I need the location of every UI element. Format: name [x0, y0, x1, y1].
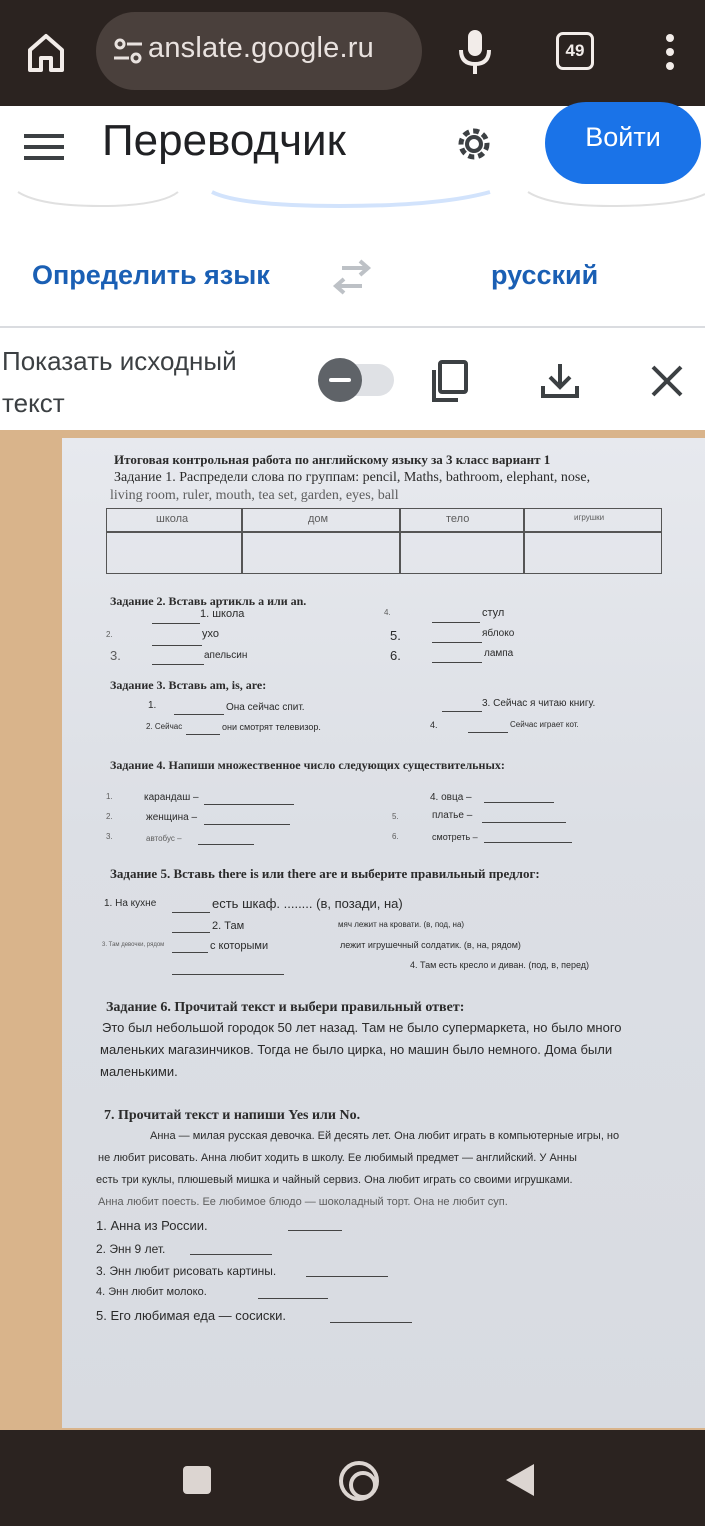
task4-item: женщина –	[146, 812, 198, 823]
task5-item: 4. Там есть кресло и диван. (под, в, перед)	[410, 960, 590, 970]
task7-text-line: Анна любит поесть. Ее любимое блюдо — шоколадный торт. Она не любит суп.	[98, 1196, 508, 1208]
answer-line	[330, 1322, 412, 1323]
task5-item: 3. Там девочки, рядом	[102, 942, 165, 948]
task2-item: 6.	[390, 648, 401, 663]
task4-heading: Задание 4. Напиши множественное число следующих существительных:	[110, 758, 505, 772]
answer-line	[306, 1276, 388, 1277]
task7-question: 4. Энн любит молоко.	[96, 1286, 207, 1298]
task2-item: ухо	[202, 628, 219, 640]
home-icon[interactable]	[24, 30, 68, 74]
task4-item: автобус –	[146, 834, 182, 843]
table-header-label: школа	[156, 513, 189, 525]
table-cell	[400, 532, 524, 574]
table-cell	[524, 532, 662, 574]
answer-line	[468, 732, 508, 733]
task3-item: 1.	[148, 700, 157, 711]
task4-item: 6.	[392, 832, 399, 841]
task5-item: 2. Там	[212, 920, 245, 932]
back-button[interactable]	[506, 1464, 534, 1496]
task5-item: мяч лежит на кровати. (в, под, на)	[338, 920, 465, 929]
table-header-label: игрушки	[574, 513, 605, 522]
task2-item: 4.	[384, 608, 391, 617]
task2-item: стул	[482, 607, 505, 619]
answer-line	[484, 802, 554, 803]
worksheet-title: Итоговая контрольная работа по английскому языку за 3 класс вариант 1	[114, 452, 551, 467]
task7-text-line: не любит рисовать. Анна любит ходить в школу. Ее любимый предмет — английский. У Анны	[98, 1152, 577, 1164]
task4-item: карандаш –	[144, 792, 199, 803]
task3-item: Сейчас играет кот.	[510, 720, 579, 729]
translated-photo	[0, 430, 705, 1430]
answer-line	[204, 824, 290, 825]
task5-item: с которыми	[210, 940, 269, 952]
task6-heading: Задание 6. Прочитай текст и выбери правильный ответ:	[106, 1000, 465, 1015]
answer-line	[432, 642, 482, 643]
task3-heading: Задание 3. Вставь am, is, are:	[110, 678, 267, 692]
source-language-button[interactable]: Определить язык	[32, 260, 270, 290]
task7-question: 2. Энн 9 лет.	[96, 1242, 166, 1256]
task7-question: 1. Анна из России.	[96, 1218, 208, 1233]
tune-icon[interactable]	[112, 37, 144, 65]
page-title: Переводчик	[102, 116, 346, 165]
home-button[interactable]	[339, 1461, 379, 1501]
task2-item: лампа	[484, 648, 514, 659]
answer-line	[204, 804, 294, 805]
task5-item: есть шкаф. ........ (в, позади, на)	[212, 896, 403, 911]
answer-line	[152, 623, 200, 624]
table-cell	[242, 532, 400, 574]
task1-continued: living room, ruler, mouth, tea set, garden, eyes, ball	[110, 488, 399, 503]
task4-item: 4. овца –	[430, 792, 472, 803]
browser-toolbar	[0, 0, 705, 106]
gear-icon[interactable]	[451, 121, 497, 167]
task6-text-line: маленькими.	[100, 1064, 178, 1079]
recents-button[interactable]	[183, 1466, 211, 1494]
answer-line	[288, 1230, 342, 1231]
task2-item: 2.	[106, 630, 113, 639]
task3-item: 3. Сейчас я читаю книгу.	[482, 698, 596, 709]
answer-line	[442, 711, 482, 712]
answer-line	[432, 662, 482, 663]
system-nav-bar	[0, 1430, 705, 1526]
answer-line	[198, 844, 254, 845]
task4-item: 3.	[106, 832, 113, 841]
language-bar	[0, 210, 705, 328]
mic-icon[interactable]	[456, 28, 494, 76]
task2-item: апельсин	[204, 650, 248, 661]
copy-icon[interactable]	[430, 360, 470, 402]
answer-line	[190, 1254, 272, 1255]
task6-text-line: маленьких магазинчиков. Тогда не было цирка, но машин было немного. Дома были	[100, 1042, 613, 1057]
task3-item: 4.	[430, 720, 438, 730]
url-text: anslate.google.ru	[148, 32, 374, 64]
address-bar[interactable]	[96, 12, 422, 90]
task1-heading: Задание 1. Распредели слова по группам: pencil, Maths, bathroom, elephant, nose,	[114, 470, 591, 485]
worksheet-paper	[62, 438, 705, 1428]
answer-line	[172, 974, 284, 975]
answer-line	[172, 932, 210, 933]
task5-item: 1. На кухне	[104, 898, 157, 909]
task7-heading: 7. Прочитай текст и напиши Yes или No.	[104, 1108, 361, 1123]
image-controls	[0, 330, 705, 430]
task2-item: яблоко	[482, 628, 515, 639]
app-header	[0, 106, 705, 210]
task2-heading: Задание 2. Вставь артикль a или an.	[110, 594, 307, 608]
task2-item: 3.	[110, 648, 121, 663]
signin-button[interactable]: Войти	[545, 102, 701, 184]
task7-text-line: Анна — милая русская девочка. Ей десять лет. Она любит играть в компьютерные игры, но	[150, 1130, 620, 1142]
answer-line	[172, 912, 210, 913]
task2-item: 1. школа	[200, 608, 245, 620]
task4-item: платье –	[432, 810, 473, 821]
target-language-button[interactable]: русский	[491, 260, 599, 290]
task4-item: 1.	[106, 792, 113, 801]
task2-item: 5.	[390, 628, 401, 643]
task3-item: 2. Сейчас	[146, 722, 183, 731]
more-vert-icon[interactable]	[660, 32, 680, 72]
answer-line	[484, 842, 572, 843]
menu-icon[interactable]	[24, 132, 64, 162]
task3-item: Она сейчас спит.	[226, 702, 305, 713]
answer-line	[186, 734, 220, 735]
toggle-knob[interactable]	[318, 358, 362, 402]
table-cell	[106, 532, 242, 574]
tabs-icon[interactable]: 49	[556, 32, 594, 70]
answer-line	[174, 714, 224, 715]
download-icon[interactable]	[540, 362, 580, 400]
answer-line	[152, 664, 204, 665]
answer-line	[432, 622, 480, 623]
task4-item: 2.	[106, 812, 113, 821]
answer-line	[482, 822, 566, 823]
task5-item: лежит игрушечный солдатик. (в, на, рядом)	[340, 940, 521, 950]
close-icon[interactable]	[650, 364, 684, 398]
task5-heading: Задание 5. Вставь there is или there are и выберите правильный предлог:	[110, 866, 540, 881]
answer-line	[172, 952, 208, 953]
table-header-label: дом	[308, 513, 329, 525]
task3-item: они смотрят телевизор.	[222, 722, 321, 732]
task7-question: 3. Энн любит рисовать картины.	[96, 1264, 277, 1278]
swap-languages-icon[interactable]	[328, 258, 376, 296]
table-header-label: тело	[446, 513, 470, 525]
task7-text-line: есть три куклы, плюшевый мишка и чайный сервиз. Она любит играть со своими игрушками.	[96, 1174, 573, 1186]
task4-item: 5.	[392, 812, 399, 821]
show-original-label: Показать исходный текст	[2, 346, 237, 418]
answer-line	[258, 1298, 328, 1299]
answer-line	[152, 645, 202, 646]
task7-question: 5. Его любимая еда — сосиски.	[96, 1308, 286, 1323]
task4-item: смотреть –	[432, 832, 478, 842]
task6-text-line: Это был небольшой городок 50 лет назад. Там не было супермаркета, но было много	[102, 1020, 622, 1035]
